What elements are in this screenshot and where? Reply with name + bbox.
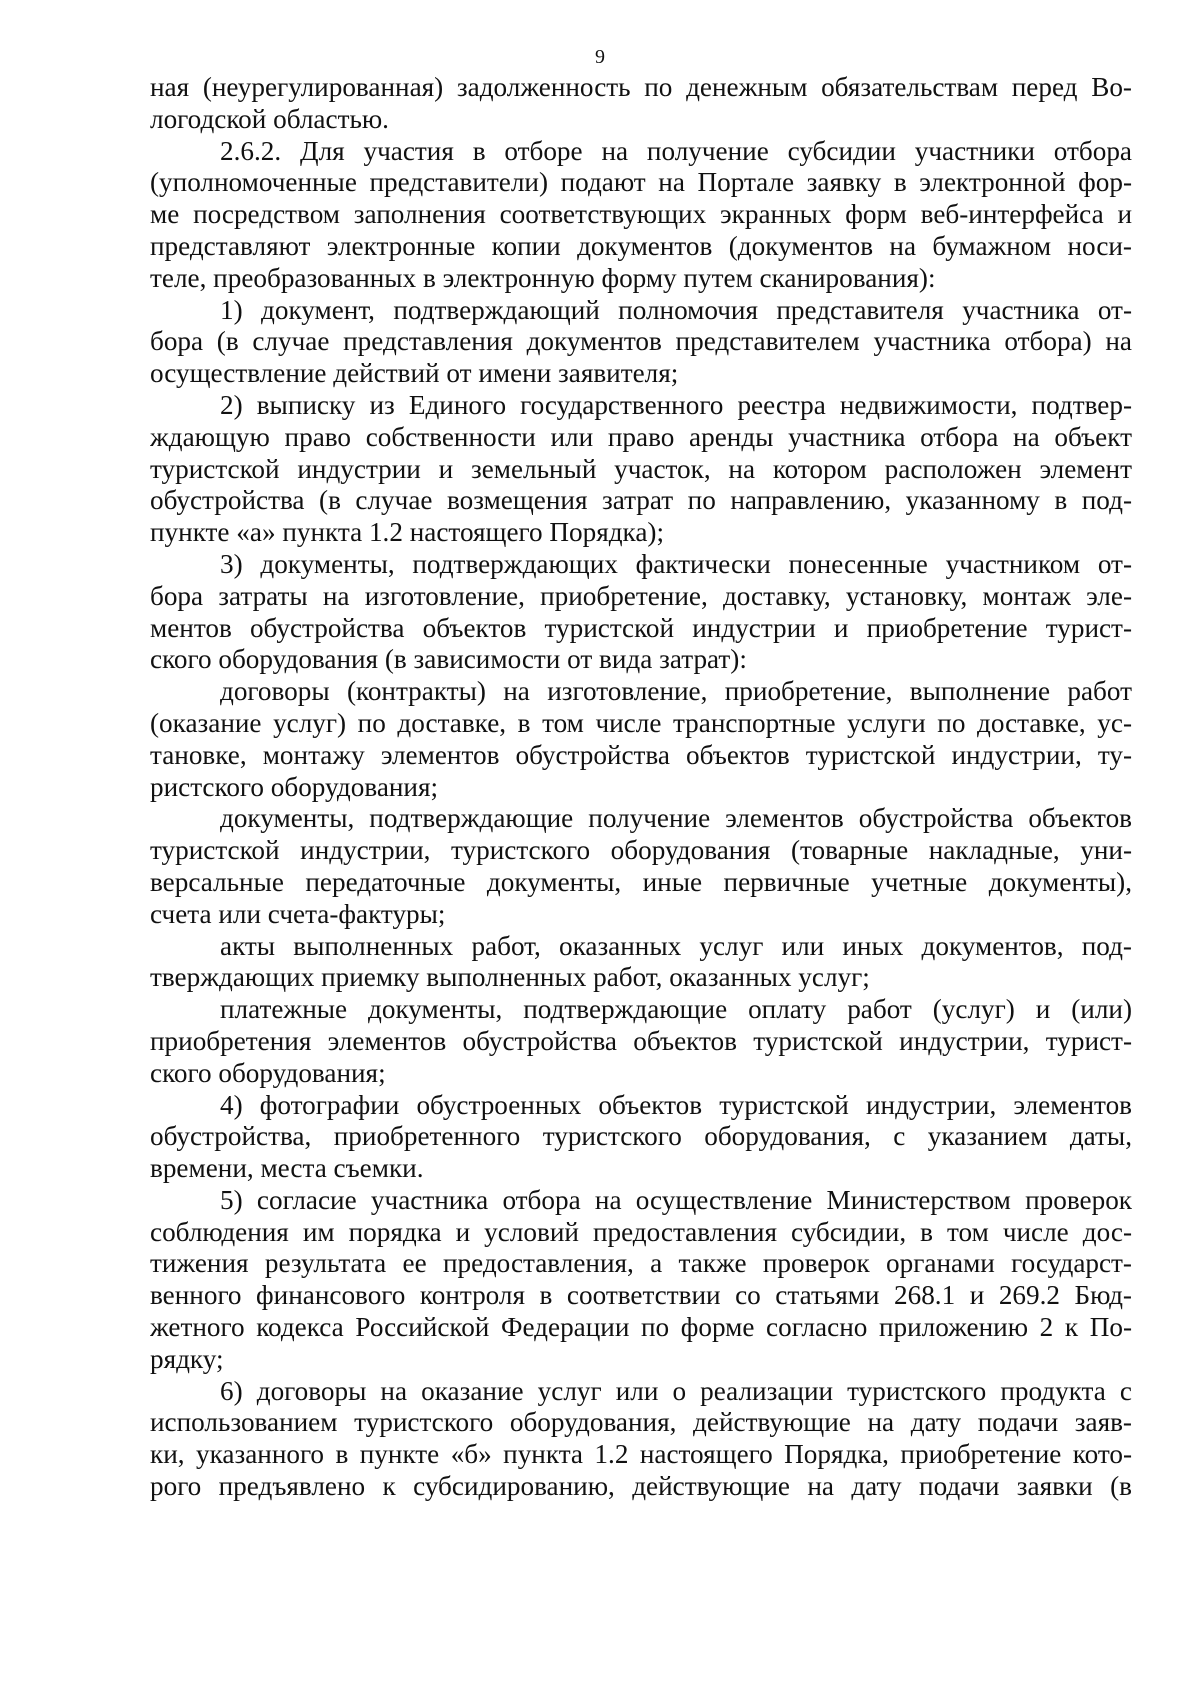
text-line: теле, преобразованных в электронную форму путем сканирования): (150, 262, 936, 293)
text-line: 3) документы, подтверждающих фактически понесенные участником от- (220, 548, 1132, 579)
text-line: платежные документы, подтверждающие оплату работ (услуг) и (или) (220, 994, 1132, 1025)
text-line: 4) фотографии обустроенных объектов туристской индустрии, элементов (220, 1089, 1132, 1120)
list-item-6 (150, 1376, 1132, 1503)
text-line: бора затраты на изготовление, приобретение, доставку, установку, монтаж эле- (150, 580, 1132, 611)
text-line: счета или счета-фактуры; (150, 898, 446, 929)
text-line: времени, места съемки. (150, 1153, 424, 1184)
text-line: ристского оборудования; (150, 771, 439, 802)
text-line: 5) согласие участника отбора на осуществление Министерством проверок (220, 1184, 1132, 1215)
text-line: соблюдения им порядка и условий предоставления субсидии, в том числе дос- (150, 1216, 1132, 1247)
text-line: жетного кодекса Российской Федерации по форме согласно приложению 2 к По- (150, 1312, 1132, 1343)
text-line: обустройства (в случае возмещения затрат по направлению, указанному в под- (150, 485, 1132, 516)
list-item-5 (150, 1185, 1132, 1376)
sub-item-receipt-documents (150, 803, 1132, 930)
text-line: акты выполненных работ, оказанных услуг или иных документов, под- (220, 930, 1132, 961)
text-line: туристской индустрии, туристского оборудования (товарные накладные, уни- (150, 835, 1132, 866)
text-line: договоры (контракты) на изготовление, приобретение, выполнение работ (220, 676, 1132, 707)
page-number: 9 (595, 46, 605, 68)
list-item-3 (150, 549, 1132, 676)
text-line: приобретения элементов обустройства объектов туристской индустрии, турист- (150, 1025, 1132, 1056)
text-line: представляют электронные копии документов (документов на бумажном носи- (150, 230, 1132, 261)
paragraph-2-6-2 (150, 136, 1132, 295)
list-item-2 (150, 390, 1132, 549)
text-line: обустройства, приобретенного туристского оборудования, с указанием даты, (150, 1121, 1132, 1152)
text-line: (уполномоченные представители) подают на Портале заявку в электронной фор- (150, 167, 1132, 198)
text-line: туристской индустрии и земельный участок, на котором расположен элемент (150, 453, 1132, 484)
text-line: 6) договоры на оказание услуг или о реализации туристского продукта с (220, 1375, 1132, 1406)
text-line: ме посредством заполнения соответствующих экранных форм веб-интерфейса и (150, 199, 1132, 230)
sub-item-contracts (150, 676, 1132, 803)
text-line: (оказание услуг) по доставке, в том числе транспортные услуги по доставке, ус- (150, 707, 1132, 738)
list-item-4 (150, 1090, 1132, 1185)
text-line: ждающую право собственности или право аренды участника отбора на объект (150, 421, 1132, 452)
sub-item-payment-documents (150, 994, 1132, 1089)
text-line: ки, указанного в пункте «б» пункта 1.2 настоящего Порядка, приобретение кото- (150, 1439, 1132, 1470)
text-line: 1) документ, подтверждающий полномочия представителя участника от- (220, 294, 1132, 325)
text-line: пункте «а» пункта 1.2 настоящего Порядка); (150, 517, 665, 548)
text-line: тверждающих приемку выполненных работ, оказанных услуг; (150, 962, 870, 993)
sub-item-acts (150, 931, 1132, 995)
text-line: версальные передаточные документы, иные первичные учетные документы), (150, 866, 1132, 897)
text-line: ная (неурегулированная) задолженность по денежным обязательствам перед Во- (150, 72, 1132, 102)
text-line: использованием туристского оборудования, действующие на дату подачи заяв- (150, 1407, 1132, 1438)
text-line: венного финансового контроля в соответствии со статьями 268.1 и 269.2 Бюд- (150, 1280, 1132, 1311)
text-line: ского оборудования (в зависимости от вида затрат): (150, 644, 747, 675)
text-line: осуществление действий от имени заявителя; (150, 358, 679, 389)
text-line: тановке, монтажу элементов обустройства объектов туристской индустрии, ту- (150, 739, 1132, 770)
text-line: рого предъявлено к субсидированию, действующие на дату подачи заявки (в (150, 1471, 1132, 1502)
text-line: ментов обустройства объектов туристской индустрии и приобретение турист- (150, 612, 1132, 643)
text-line: 2) выписку из Единого государственного реестра недвижимости, подтвер- (220, 389, 1132, 420)
text-line: рядку; (150, 1343, 224, 1374)
list-item-1 (150, 295, 1132, 390)
paragraph-continuation (150, 72, 1132, 136)
text-line: 2.6.2. Для участия в отборе на получение субсидии участники отбора (220, 135, 1132, 166)
text-line: ского оборудования; (150, 1057, 386, 1088)
text-line: логодской областью. (150, 103, 389, 134)
text-line: документы, подтверждающие получение элементов обустройства объектов (220, 803, 1132, 834)
document-body (150, 72, 1132, 1503)
text-line: тижения результата ее предоставления, а также проверок органами государст- (150, 1248, 1132, 1279)
text-line: бора (в случае представления документов представителем участника отбора) на (150, 326, 1132, 357)
